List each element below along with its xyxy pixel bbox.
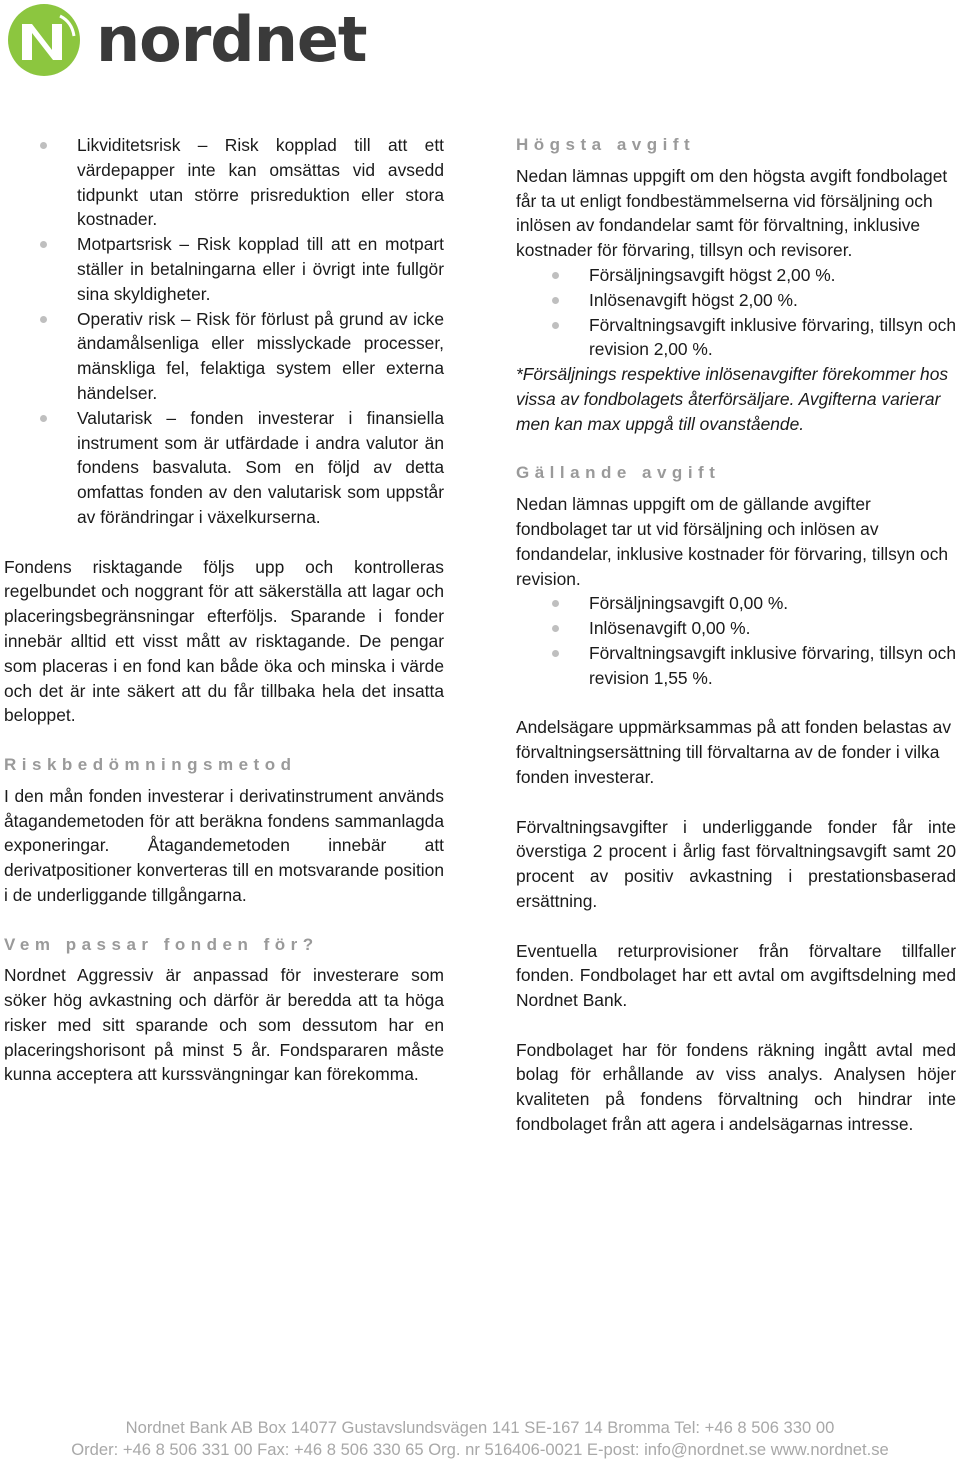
list-item: Valutarisk – fonden investerar i finansiella instrument som är utfärdade i andra valutor än fondens basvaluta. Som en följd av detta omfattas fonden av den valutarisk som uppstår av förändringar i växelkurserna.	[4, 406, 444, 530]
current-fee-intro: Nedan lämnas uppgift om de gällande avgifter fondbolaget tar ut vid försäljning och inlösen av fondandelar, inklusive kostnader för förvaring, tillsyn och revision.	[516, 494, 949, 589]
max-fee-intro: Nedan lämnas uppgift om den högsta avgift fondbolaget får ta ut enligt fondbestämmelserna vid försäljning och inlösen av fondandelar samt för förvaltning, inklusive kostnader för förvaring, tillsyn och revisorer.	[516, 165, 948, 261]
bullet-icon	[40, 142, 47, 149]
list-item: Förvaltningsavgift inklusive förvaring, tillsyn och revision 1,55 %.	[516, 641, 956, 691]
list-item: Operativ risk – Risk för förlust på grund av icke ändamålsenliga eller misslyckade processer, mänskliga fel, felaktiga system eller externa händelser.	[4, 307, 444, 406]
risk-list	[4, 133, 444, 530]
method-text: I den mån fonden investerar i derivatinstrument används åtagandemetoden för att beräkna fondens sammanlagda exponeringar. Åtagandemetoden innebär att derivatpositioner konverteras till en motsvarande position i de underliggande tillgångarna.	[4, 785, 444, 905]
list-item: Likviditetsrisk – Risk kopplad till att ett värdepapper inte kan omsättas vid avsedd tidpunkt utan större prisreduktion eller stora kostnader.	[4, 133, 444, 232]
method-heading: Riskbedömningsmetod	[4, 754, 297, 774]
bullet-icon	[40, 316, 47, 323]
fee-paragraph-3: Eventuella returprovisioner från förvaltare tillfaller fonden. Fondbolaget har ett avtal om avgiftsdelning med Nordnet Bank.	[516, 940, 956, 1011]
list-item: Förvaltningsavgift inklusive förvaring, tillsyn och revision 2,00 %.	[516, 313, 956, 363]
max-fee-heading: Högsta avgift	[516, 135, 696, 154]
bullet-icon	[552, 625, 559, 632]
fee-paragraph-4: Fondbolaget har för fondens räkning ingått avtal med bolag för erhållande av viss analys. Analysen höjer kvaliteten på fondens förvaltning och hindrar inte fondbolaget från att agera i andelsägarnas intresse.	[516, 1039, 956, 1135]
bullet-icon	[552, 650, 559, 657]
bullet-icon	[552, 272, 559, 279]
list-item: Motpartsrisk – Risk kopplad till att en motpart ställer in betalningarna eller i övrigt inte fullgör sina skyldigheter.	[4, 232, 444, 306]
bullet-icon	[552, 600, 559, 607]
footer-address: Nordnet Bank AB Box 14077 Gustavslundsvägen 141 SE-167 14 Bromma Tel: +46 8 506 330 00	[125, 1418, 835, 1437]
nordnet-logo	[6, 2, 367, 78]
brand-name: nordnet	[96, 3, 367, 76]
max-fee-list	[516, 263, 956, 362]
risk-paragraph: Fondens risktagande följs upp och kontrolleras regelbundet och noggrant för att säkerställa att lagar och placeringsbegränsningar efterföljs. Sparande i fonder innebär alltid ett visst mått av risktagande. De pengar som placeras i en fond kan både öka och minska i värde och det är inte säkert att du får tillbaka hela det insatta beloppet.	[4, 556, 444, 726]
list-item: Försäljningsavgift högst 2,00 %.	[516, 263, 956, 288]
current-fee-list	[516, 591, 956, 690]
max-fee-note: *Försäljnings respektive inlösenavgifter förekommer hos vissa av fondbolagets återförsäljare. Avgifterna varierar men kan max uppgå till ovanstående.	[516, 364, 949, 434]
list-item: Försäljningsavgift 0,00 %.	[516, 591, 956, 616]
list-item: Inlösenavgift högst 2,00 %.	[516, 288, 956, 313]
list-item: Inlösenavgift 0,00 %.	[516, 616, 956, 641]
fee-paragraph-1: Andelsägare uppmärksammas på att fonden belastas av förvaltningsersättning till förvaltarna av de fonder i vilka fonden investerar.	[516, 717, 952, 787]
left-column	[4, 133, 444, 1087]
bullet-icon	[552, 322, 559, 329]
fee-paragraph-2: Förvaltningsavgifter i underliggande fonder får inte överstiga 2 procent i årlig fast förvaltningsavgift samt 20 procent av positiv avkastning i prestationsbaserad ersättning.	[516, 816, 956, 911]
nordnet-n-logo-icon	[6, 2, 82, 78]
right-column	[516, 133, 956, 1137]
footer-contact: Order: +46 8 506 331 00 Fax: +46 8 506 330 65 Org. nr 516406-0021 E-post: info@nordnet.se www.nordnet.se	[71, 1440, 889, 1459]
who-text: Nordnet Aggressiv är anpassad för investerare som söker hög avkastning och därför är beredda att ta höga risker med sitt sparande och som dessutom har en placeringshorisont på minst 5 år. Fondspararen måste kunna acceptera att kurssvängningar kan förekomma.	[4, 965, 444, 1085]
current-fee-heading: Gällande avgift	[516, 463, 721, 483]
bullet-icon	[40, 241, 47, 248]
who-heading: Vem passar fonden för?	[4, 934, 319, 954]
bullet-icon	[40, 415, 47, 422]
bullet-icon	[552, 297, 559, 304]
